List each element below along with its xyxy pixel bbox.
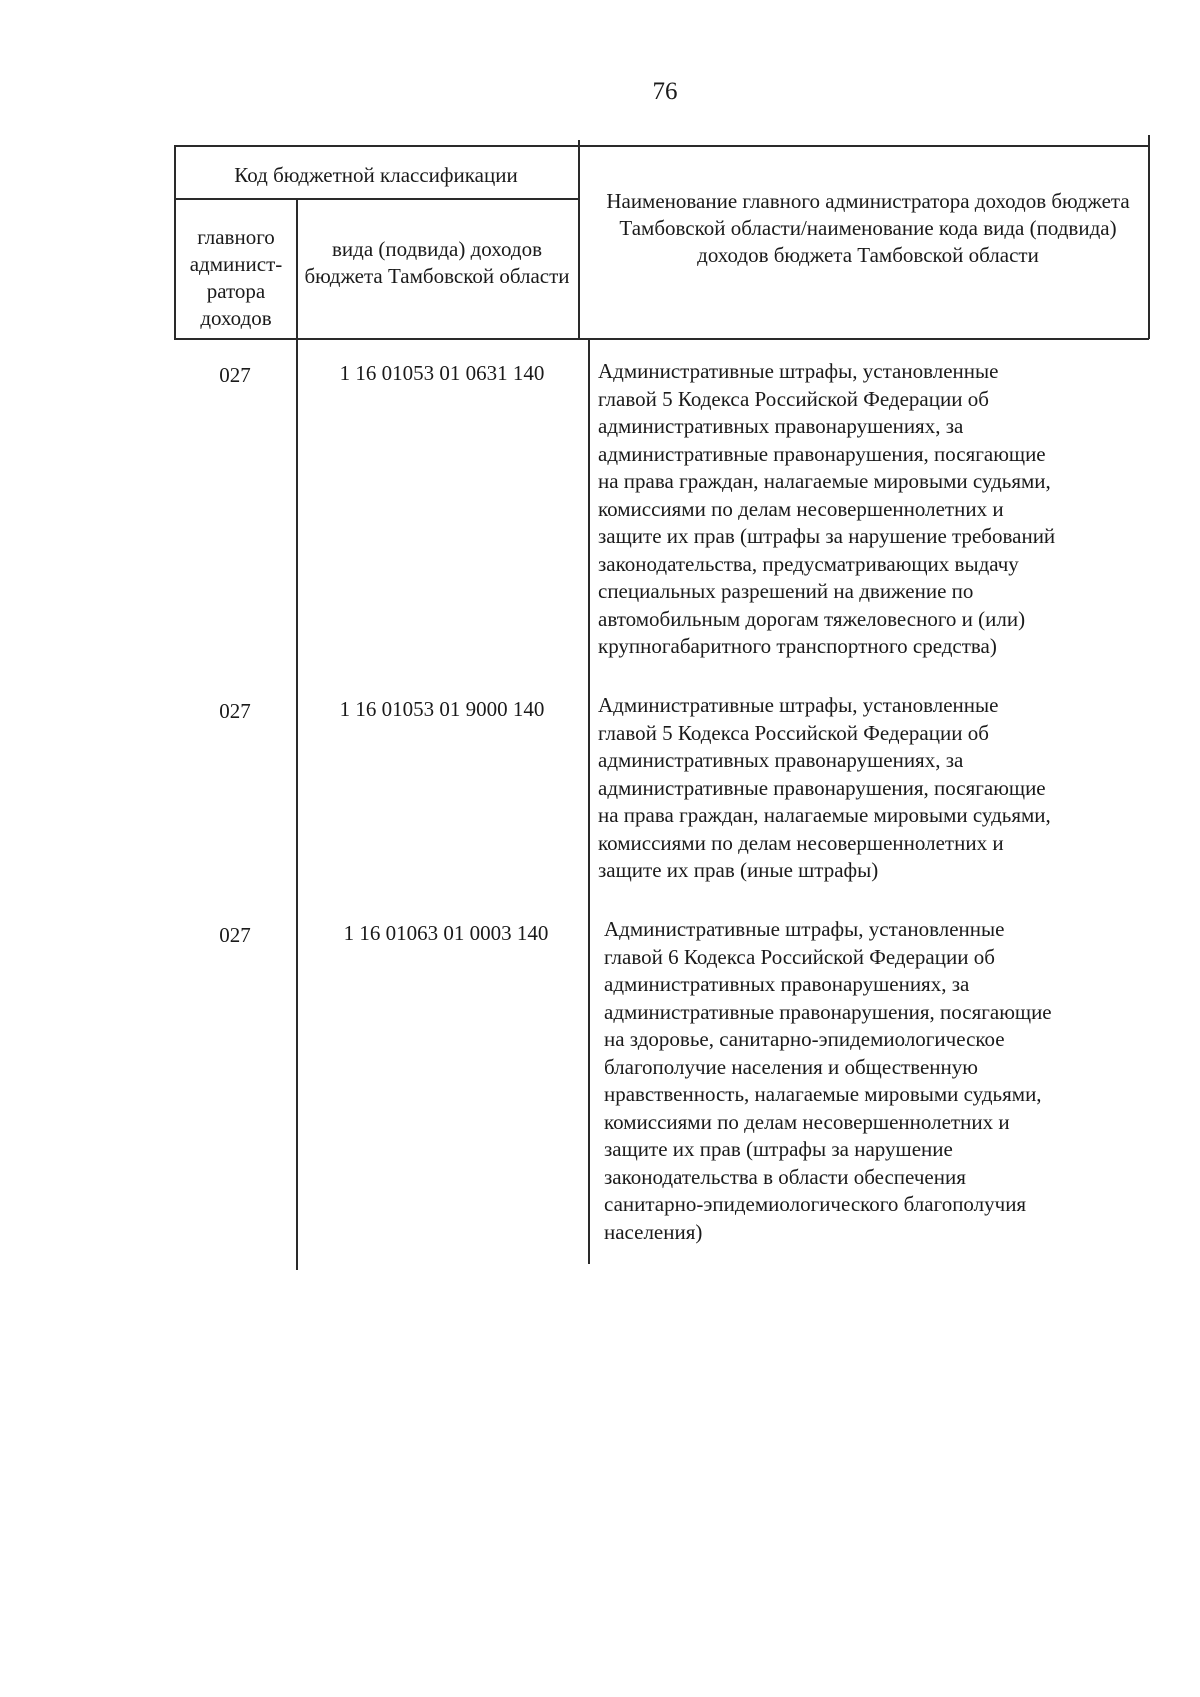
row-1-admin-code: 027 — [219, 363, 251, 387]
header-col-code: вида (подвида) доходов бюджета Тамбовской области — [304, 237, 570, 288]
column-divider-code-name-body — [588, 340, 590, 1264]
header-col-admin: главного админист-ратора доходов — [189, 225, 283, 330]
column-divider-admin-code — [296, 198, 298, 1270]
header-bottom-border — [174, 338, 1149, 340]
table-top-border — [174, 145, 1149, 147]
row-1-revenue-code: 1 16 01053 01 0631 140 — [339, 361, 545, 385]
row-2-admin-code: 027 — [219, 699, 251, 723]
header-group-divider — [174, 198, 578, 200]
row-2-description: Административные штрафы, установленные главой 5 Кодекса Российской Федерации об административных правонарушениях, за административные правонарушения, посягающие на права граждан, налагаемые мировыми судьями, комиссиями по делам несовершеннолетних и защите их прав (иные штрафы) — [598, 693, 1051, 882]
header-col-name: Наименование главного администратора доходов бюджета Тамбовской области/наименование кода вида (подвида) доходов бюджета Тамбовской области — [606, 189, 1130, 267]
row-3-admin-code: 027 — [219, 923, 251, 947]
page-number-text: 76 — [652, 78, 678, 105]
column-divider-code-name — [578, 140, 580, 340]
row-3-revenue-code: 1 16 01063 01 0003 140 — [343, 921, 549, 945]
header-group-label: Код бюджетной классификации — [234, 163, 518, 187]
row-3-description: Административные штрафы, установленные главой 6 Кодекса Российской Федерации об административных правонарушениях, за административные правонарушения, посягающие на здоровье, санитарно-эпидемиологическое благополучие населения и общественную нравственность, налагаемые мировыми судьями, комиссиями по делам несовершеннолетних и защите их прав (штрафы за нарушение законодательства в области обеспечения санитарно-эпидемиологического благополучия населения) — [604, 917, 1052, 1244]
page-number — [0, 78, 1200, 106]
row-2-revenue-code: 1 16 01053 01 9000 140 — [339, 697, 545, 721]
row-1-description: Административные штрафы, установленные главой 5 Кодекса Российской Федерации об административных правонарушениях, за административные правонарушения, посягающие на права граждан, налагаемые мировыми судьями, комиссиями по делам несовершеннолетних и защите их прав (штрафы за нарушение требований законодательства, предусматривающих выдачу специальных разрешений на движение по автомобильным дорогам тяжеловесного и (или) крупногабаритного транспортного средства) — [598, 359, 1056, 658]
header-right-border — [1148, 135, 1150, 339]
